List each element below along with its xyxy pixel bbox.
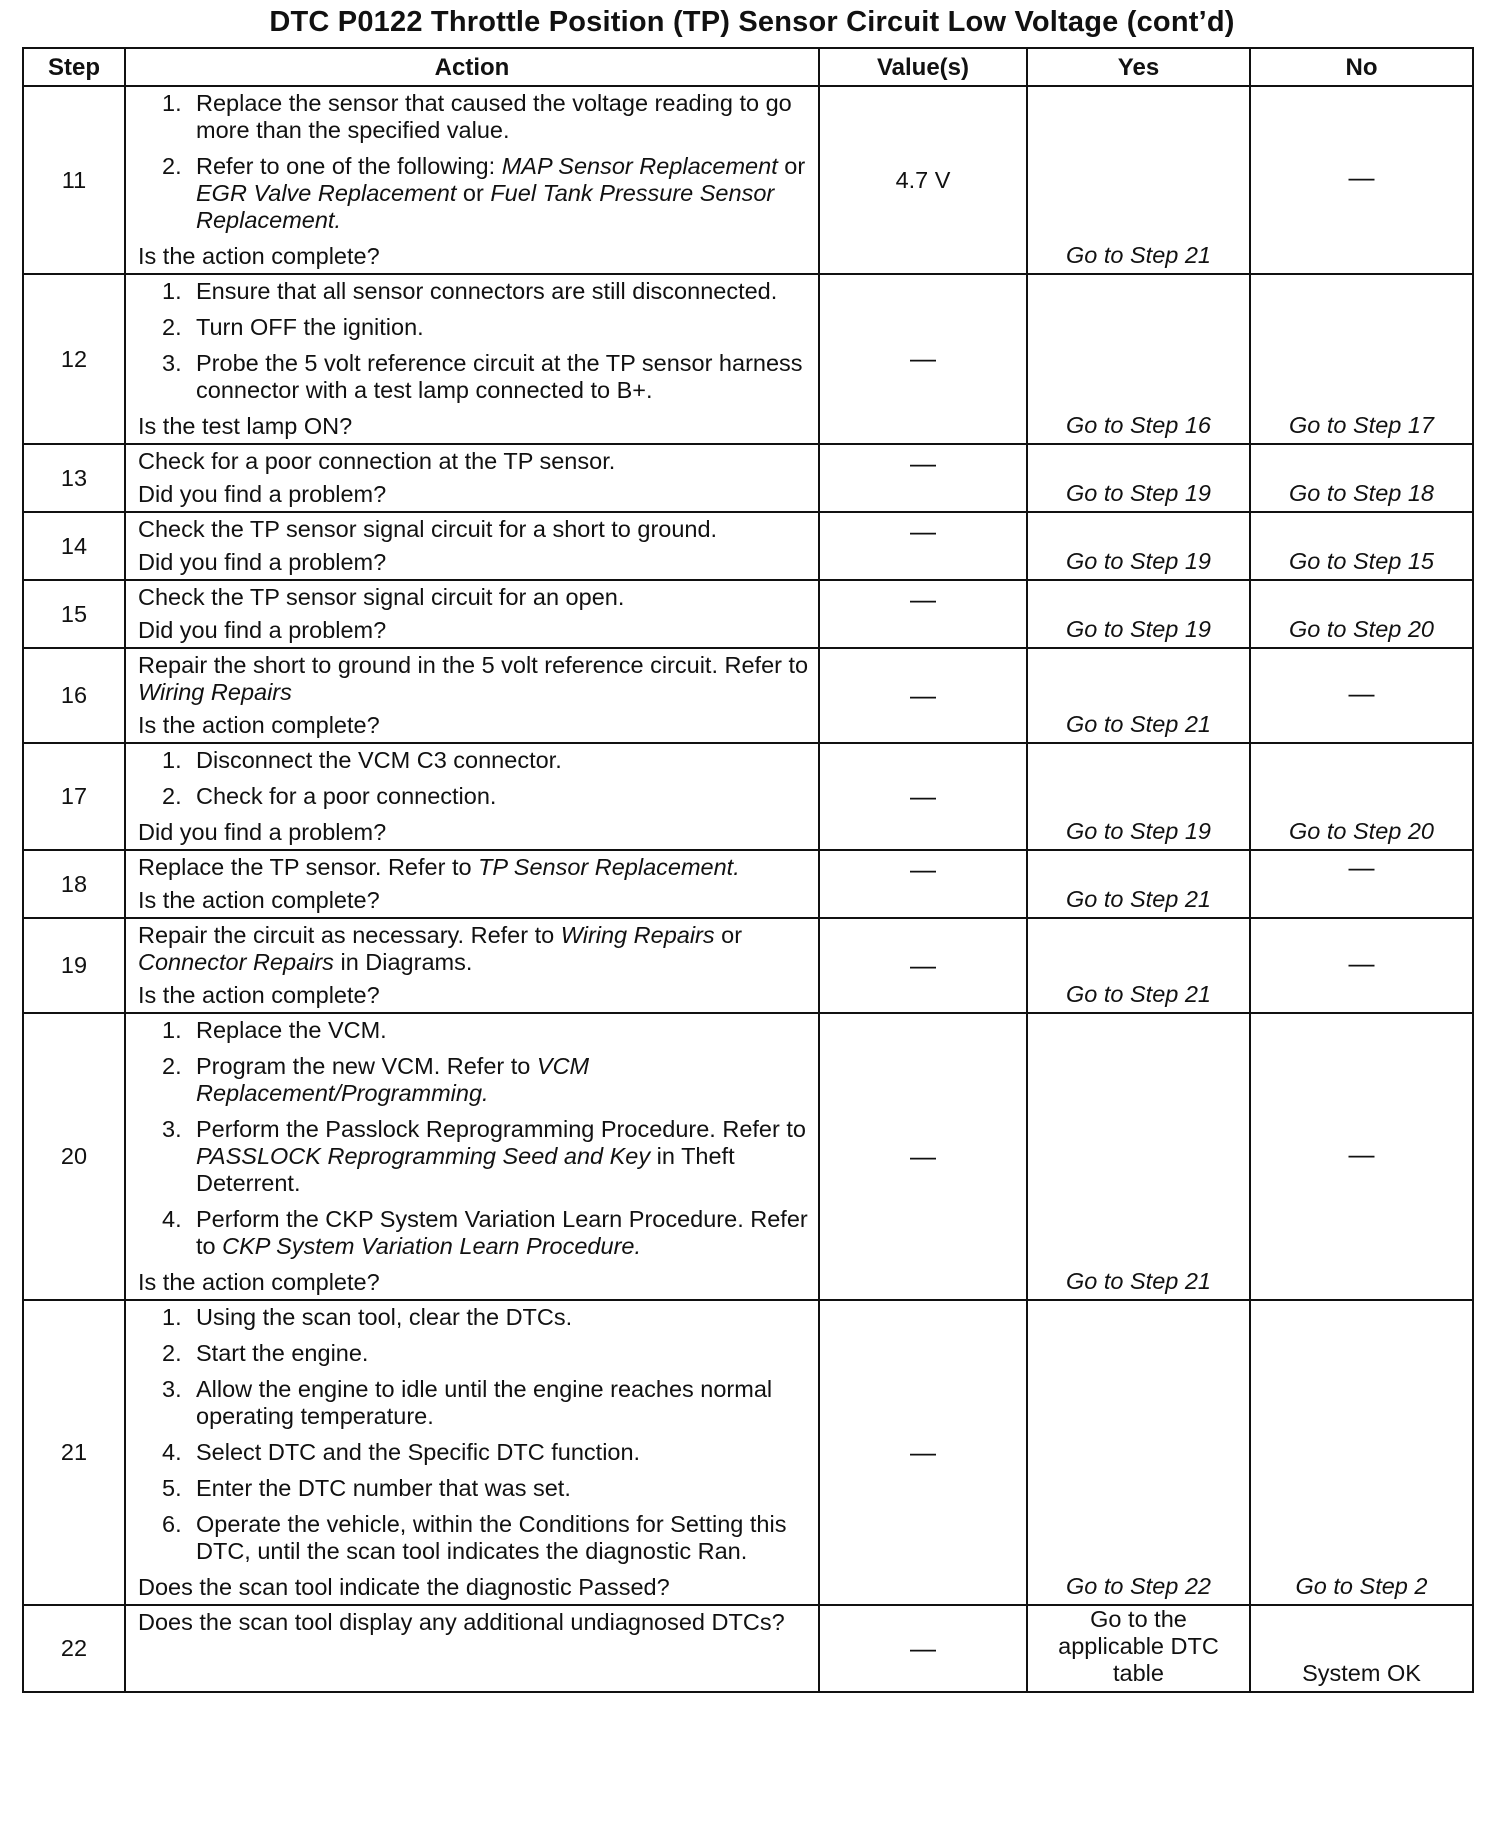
no-cell [1250, 512, 1473, 580]
action-step-item [138, 747, 810, 774]
yes-result: Go to Step 19 [1065, 480, 1212, 506]
action-question: Is the action complete? [138, 243, 380, 269]
step-number: 16 [23, 648, 125, 743]
action-text: Perform the Passlock Reprogramming Procedure. Refer to [196, 1116, 806, 1142]
action-text: or [456, 180, 491, 206]
step-number: 15 [23, 580, 125, 648]
yes-result: Go to Step 21 [1065, 981, 1212, 1007]
action-step-number: 1. [162, 747, 182, 773]
action-instruction [138, 854, 810, 881]
value-text: — [910, 780, 936, 811]
yes-result: Go to Step 21 [1065, 711, 1212, 737]
action-cell [125, 86, 819, 274]
action-steps-list [138, 278, 810, 404]
action-text: Select DTC and the Specific DTC function. [196, 1439, 641, 1465]
value-text: — [910, 679, 936, 710]
yes-result: Go to the applicable DTC table [1058, 1606, 1219, 1686]
no-cell [1250, 743, 1473, 850]
value-text: — [910, 343, 936, 373]
action-cell [125, 580, 819, 648]
action-step-number: 3. [162, 350, 182, 376]
no-cell [1250, 444, 1473, 512]
action-cell [125, 648, 819, 743]
action-steps-list [138, 747, 810, 810]
action-question: Did you find a problem? [138, 617, 387, 643]
value-cell [819, 850, 1027, 918]
action-step-number: 4. [162, 1206, 182, 1232]
no-result: — [1348, 677, 1375, 708]
action-steps-list [138, 1304, 810, 1565]
action-steps-list [138, 90, 810, 234]
action-steps-list [138, 1017, 810, 1260]
action-step-item [138, 1206, 810, 1260]
action-text: Start the engine. [196, 1340, 369, 1366]
no-cell [1250, 86, 1473, 274]
value-text: — [910, 1436, 936, 1467]
yes-result: Go to Step 19 [1065, 548, 1212, 574]
action-question: Is the action complete? [138, 982, 380, 1008]
yes-result: Go to Step 19 [1065, 818, 1212, 844]
action-question: Is the action complete? [138, 712, 380, 738]
action-text: Disconnect the VCM C3 connector. [196, 747, 562, 773]
table-row [23, 580, 1473, 648]
value-cell [819, 1300, 1027, 1605]
action-step-number: 2. [162, 1053, 182, 1079]
reference-link-text: CKP System Variation Learn Procedure. [222, 1233, 641, 1259]
no-result: Go to Step 17 [1288, 412, 1435, 438]
action-question: Does the scan tool indicate the diagnostic Passed? [138, 1574, 670, 1600]
no-cell [1250, 648, 1473, 743]
step-number: 21 [23, 1300, 125, 1605]
value-cell [819, 512, 1027, 580]
value-text: — [910, 949, 936, 980]
action-step-number: 2. [162, 783, 182, 809]
value-cell [819, 743, 1027, 850]
yes-result: Go to Step 22 [1065, 1573, 1212, 1599]
reference-link-text: Wiring Repairs [138, 679, 292, 705]
value-cell [819, 648, 1027, 743]
action-instruction [138, 922, 810, 976]
value-cell [819, 86, 1027, 274]
table-row [23, 512, 1473, 580]
action-question: Did you find a problem? [138, 481, 387, 507]
no-cell [1250, 1300, 1473, 1605]
action-step-item [138, 350, 810, 404]
value-cell [819, 580, 1027, 648]
action-text: Repair the circuit as necessary. Refer to [138, 922, 561, 948]
step-number: 22 [23, 1605, 125, 1692]
action-text: Enter the DTC number that was set. [196, 1475, 571, 1501]
action-text: or [777, 153, 806, 179]
value-text: — [910, 854, 936, 884]
action-cell [125, 1605, 819, 1692]
action-text: Program the new VCM. Refer to [196, 1053, 537, 1079]
action-text: in Theft Deterrent. [196, 1143, 735, 1196]
reference-link-text: TP Sensor Replacement. [478, 854, 740, 880]
value-text: — [910, 1632, 936, 1663]
value-text: — [910, 584, 936, 614]
action-text: in Diagrams. [333, 949, 473, 975]
action-instruction [138, 652, 810, 706]
no-cell [1250, 850, 1473, 918]
action-text: Turn OFF the ignition. [196, 314, 424, 340]
yes-cell [1027, 918, 1250, 1013]
no-result: — [1348, 947, 1375, 978]
action-step-item [138, 1511, 810, 1565]
action-question: Is the action complete? [138, 1269, 380, 1295]
action-cell [125, 512, 819, 580]
yes-cell [1027, 1605, 1250, 1692]
action-cell [125, 1300, 819, 1605]
action-cell [125, 918, 819, 1013]
action-instruction [138, 1609, 810, 1636]
yes-cell [1027, 444, 1250, 512]
action-text: Probe the 5 volt reference circuit at the TP sensor harness connector with a test lamp connected to B+. [196, 350, 803, 403]
no-result: — [1348, 1138, 1375, 1169]
action-text: or [714, 922, 743, 948]
action-cell [125, 1013, 819, 1300]
value-cell [819, 918, 1027, 1013]
action-step-number: 4. [162, 1439, 182, 1465]
action-text: Allow the engine to idle until the engine reaches normal operating temperature. [196, 1376, 773, 1429]
action-text: Perform the CKP System Variation Learn Procedure. Refer to [196, 1206, 808, 1259]
action-text: Repair the short to ground in the 5 volt reference circuit. Refer to [138, 652, 809, 678]
header-row [23, 48, 1473, 86]
no-result: Go to Step 20 [1288, 818, 1435, 844]
action-step-number: 6. [162, 1511, 182, 1537]
reference-link-text: Wiring Repairs [560, 922, 715, 948]
yes-cell [1027, 743, 1250, 850]
action-text: Replace the VCM. [196, 1017, 387, 1043]
action-question: Did you find a problem? [138, 819, 387, 845]
value-text: — [910, 1140, 936, 1171]
action-step-item [138, 783, 810, 810]
step-number: 13 [23, 444, 125, 512]
step-number: 20 [23, 1013, 125, 1300]
action-step-number: 3. [162, 1376, 182, 1402]
action-step-number: 1. [162, 90, 182, 116]
yes-result: Go to Step 19 [1065, 616, 1212, 642]
action-question: Is the action complete? [138, 887, 380, 913]
action-step-item [138, 90, 810, 144]
value-cell [819, 274, 1027, 444]
table-row [23, 444, 1473, 512]
reference-link-text: Fuel Tank Pressure Sensor Replacement. [196, 180, 775, 233]
action-instruction [138, 516, 810, 543]
step-number: 11 [23, 86, 125, 274]
action-question: Did you find a problem? [138, 549, 387, 575]
action-step-number: 1. [162, 1304, 182, 1330]
value-cell [819, 1013, 1027, 1300]
step-number: 12 [23, 274, 125, 444]
table-row [23, 274, 1473, 444]
action-text: Check for a poor connection at the TP sensor. [138, 448, 616, 474]
action-text: Operate the vehicle, within the Conditions for Setting this DTC, until the scan tool indicates the diagnostic Ran. [196, 1511, 787, 1564]
action-step-number: 1. [162, 278, 182, 304]
yes-cell [1027, 1013, 1250, 1300]
action-text: Check the TP sensor signal circuit for a short to ground. [138, 516, 718, 542]
action-step-number: 2. [162, 1340, 182, 1366]
table-row [23, 918, 1473, 1013]
step-number: 19 [23, 918, 125, 1013]
action-step-item [138, 1376, 810, 1430]
action-step-item [138, 1053, 810, 1107]
reference-link-text: Connector Repairs [138, 949, 334, 975]
step-number: 18 [23, 850, 125, 918]
yes-result: Go to Step 21 [1065, 242, 1212, 268]
step-number: 17 [23, 743, 125, 850]
action-step-item [138, 1116, 810, 1197]
no-cell [1250, 1605, 1473, 1692]
yes-cell [1027, 512, 1250, 580]
yes-cell [1027, 580, 1250, 648]
action-text: Replace the TP sensor. Refer to [138, 854, 479, 880]
yes-cell [1027, 850, 1250, 918]
yes-cell [1027, 274, 1250, 444]
action-text: Ensure that all sensor connectors are still disconnected. [196, 278, 778, 304]
action-instruction [138, 448, 810, 475]
reference-link-text: MAP Sensor Replacement [501, 153, 778, 179]
action-step-item [138, 153, 810, 234]
header-step: Step [23, 48, 125, 86]
action-step-item [138, 278, 810, 305]
table-row [23, 1300, 1473, 1605]
action-step-item [138, 1340, 810, 1367]
action-step-number: 5. [162, 1475, 182, 1501]
dtc-table [22, 47, 1474, 1693]
header-values: Value(s) [819, 48, 1027, 86]
yes-cell [1027, 86, 1250, 274]
action-instruction [138, 584, 810, 611]
action-cell [125, 850, 819, 918]
header-no: No [1250, 48, 1473, 86]
action-text: Replace the sensor that caused the voltage reading to go more than the specified value. [196, 90, 792, 143]
action-step-item [138, 1304, 810, 1331]
no-result: System OK [1302, 1660, 1421, 1686]
table-row [23, 850, 1473, 918]
table-row [23, 1013, 1473, 1300]
action-text: Using the scan tool, clear the DTCs. [196, 1304, 573, 1330]
step-number: 14 [23, 512, 125, 580]
no-cell [1250, 1013, 1473, 1300]
header-action: Action [125, 48, 819, 86]
no-result: — [1348, 162, 1375, 192]
action-step-number: 2. [162, 314, 182, 340]
value-text: 4.7 V [895, 166, 951, 193]
action-cell [125, 444, 819, 512]
action-step-number: 3. [162, 1116, 182, 1142]
yes-result: Go to Step 16 [1065, 412, 1212, 438]
action-text: Check for a poor connection. [196, 783, 497, 809]
no-result: — [1348, 852, 1375, 882]
no-cell [1250, 580, 1473, 648]
action-question: Is the test lamp ON? [138, 413, 353, 439]
reference-link-text: PASSLOCK Reprogramming Seed and Key [196, 1143, 651, 1169]
page-title: DTC P0122 Throttle Position (TP) Sensor Circuit Low Voltage (cont’d) [269, 6, 1235, 38]
reference-link-text: VCM Replacement/Programming. [196, 1053, 590, 1106]
action-step-item [138, 314, 810, 341]
action-cell [125, 274, 819, 444]
action-text: Does the scan tool display any additional undiagnosed DTCs? [138, 1609, 785, 1635]
action-step-item [138, 1017, 810, 1044]
no-result: Go to Step 20 [1288, 616, 1435, 642]
yes-cell [1027, 1300, 1250, 1605]
table-row [23, 1605, 1473, 1692]
no-result: Go to Step 2 [1295, 1573, 1428, 1599]
action-text: Refer to one of the following: [196, 153, 502, 179]
reference-link-text: EGR Valve Replacement [196, 180, 457, 206]
table-row [23, 743, 1473, 850]
table-row [23, 648, 1473, 743]
no-cell [1250, 274, 1473, 444]
table-row [23, 86, 1473, 274]
action-cell [125, 743, 819, 850]
value-text: — [910, 448, 936, 478]
no-cell [1250, 918, 1473, 1013]
action-step-number: 1. [162, 1017, 182, 1043]
yes-result: Go to Step 21 [1065, 1268, 1212, 1294]
header-yes: Yes [1027, 48, 1250, 86]
action-step-item [138, 1439, 810, 1466]
value-text: — [910, 516, 936, 546]
action-step-number: 2. [162, 153, 182, 179]
yes-result: Go to Step 21 [1065, 886, 1212, 912]
value-cell [819, 444, 1027, 512]
action-text: Check the TP sensor signal circuit for an open. [138, 584, 625, 610]
action-step-item [138, 1475, 810, 1502]
value-cell [819, 1605, 1027, 1692]
no-result: Go to Step 15 [1288, 548, 1435, 574]
no-result: Go to Step 18 [1288, 480, 1435, 506]
yes-cell [1027, 648, 1250, 743]
